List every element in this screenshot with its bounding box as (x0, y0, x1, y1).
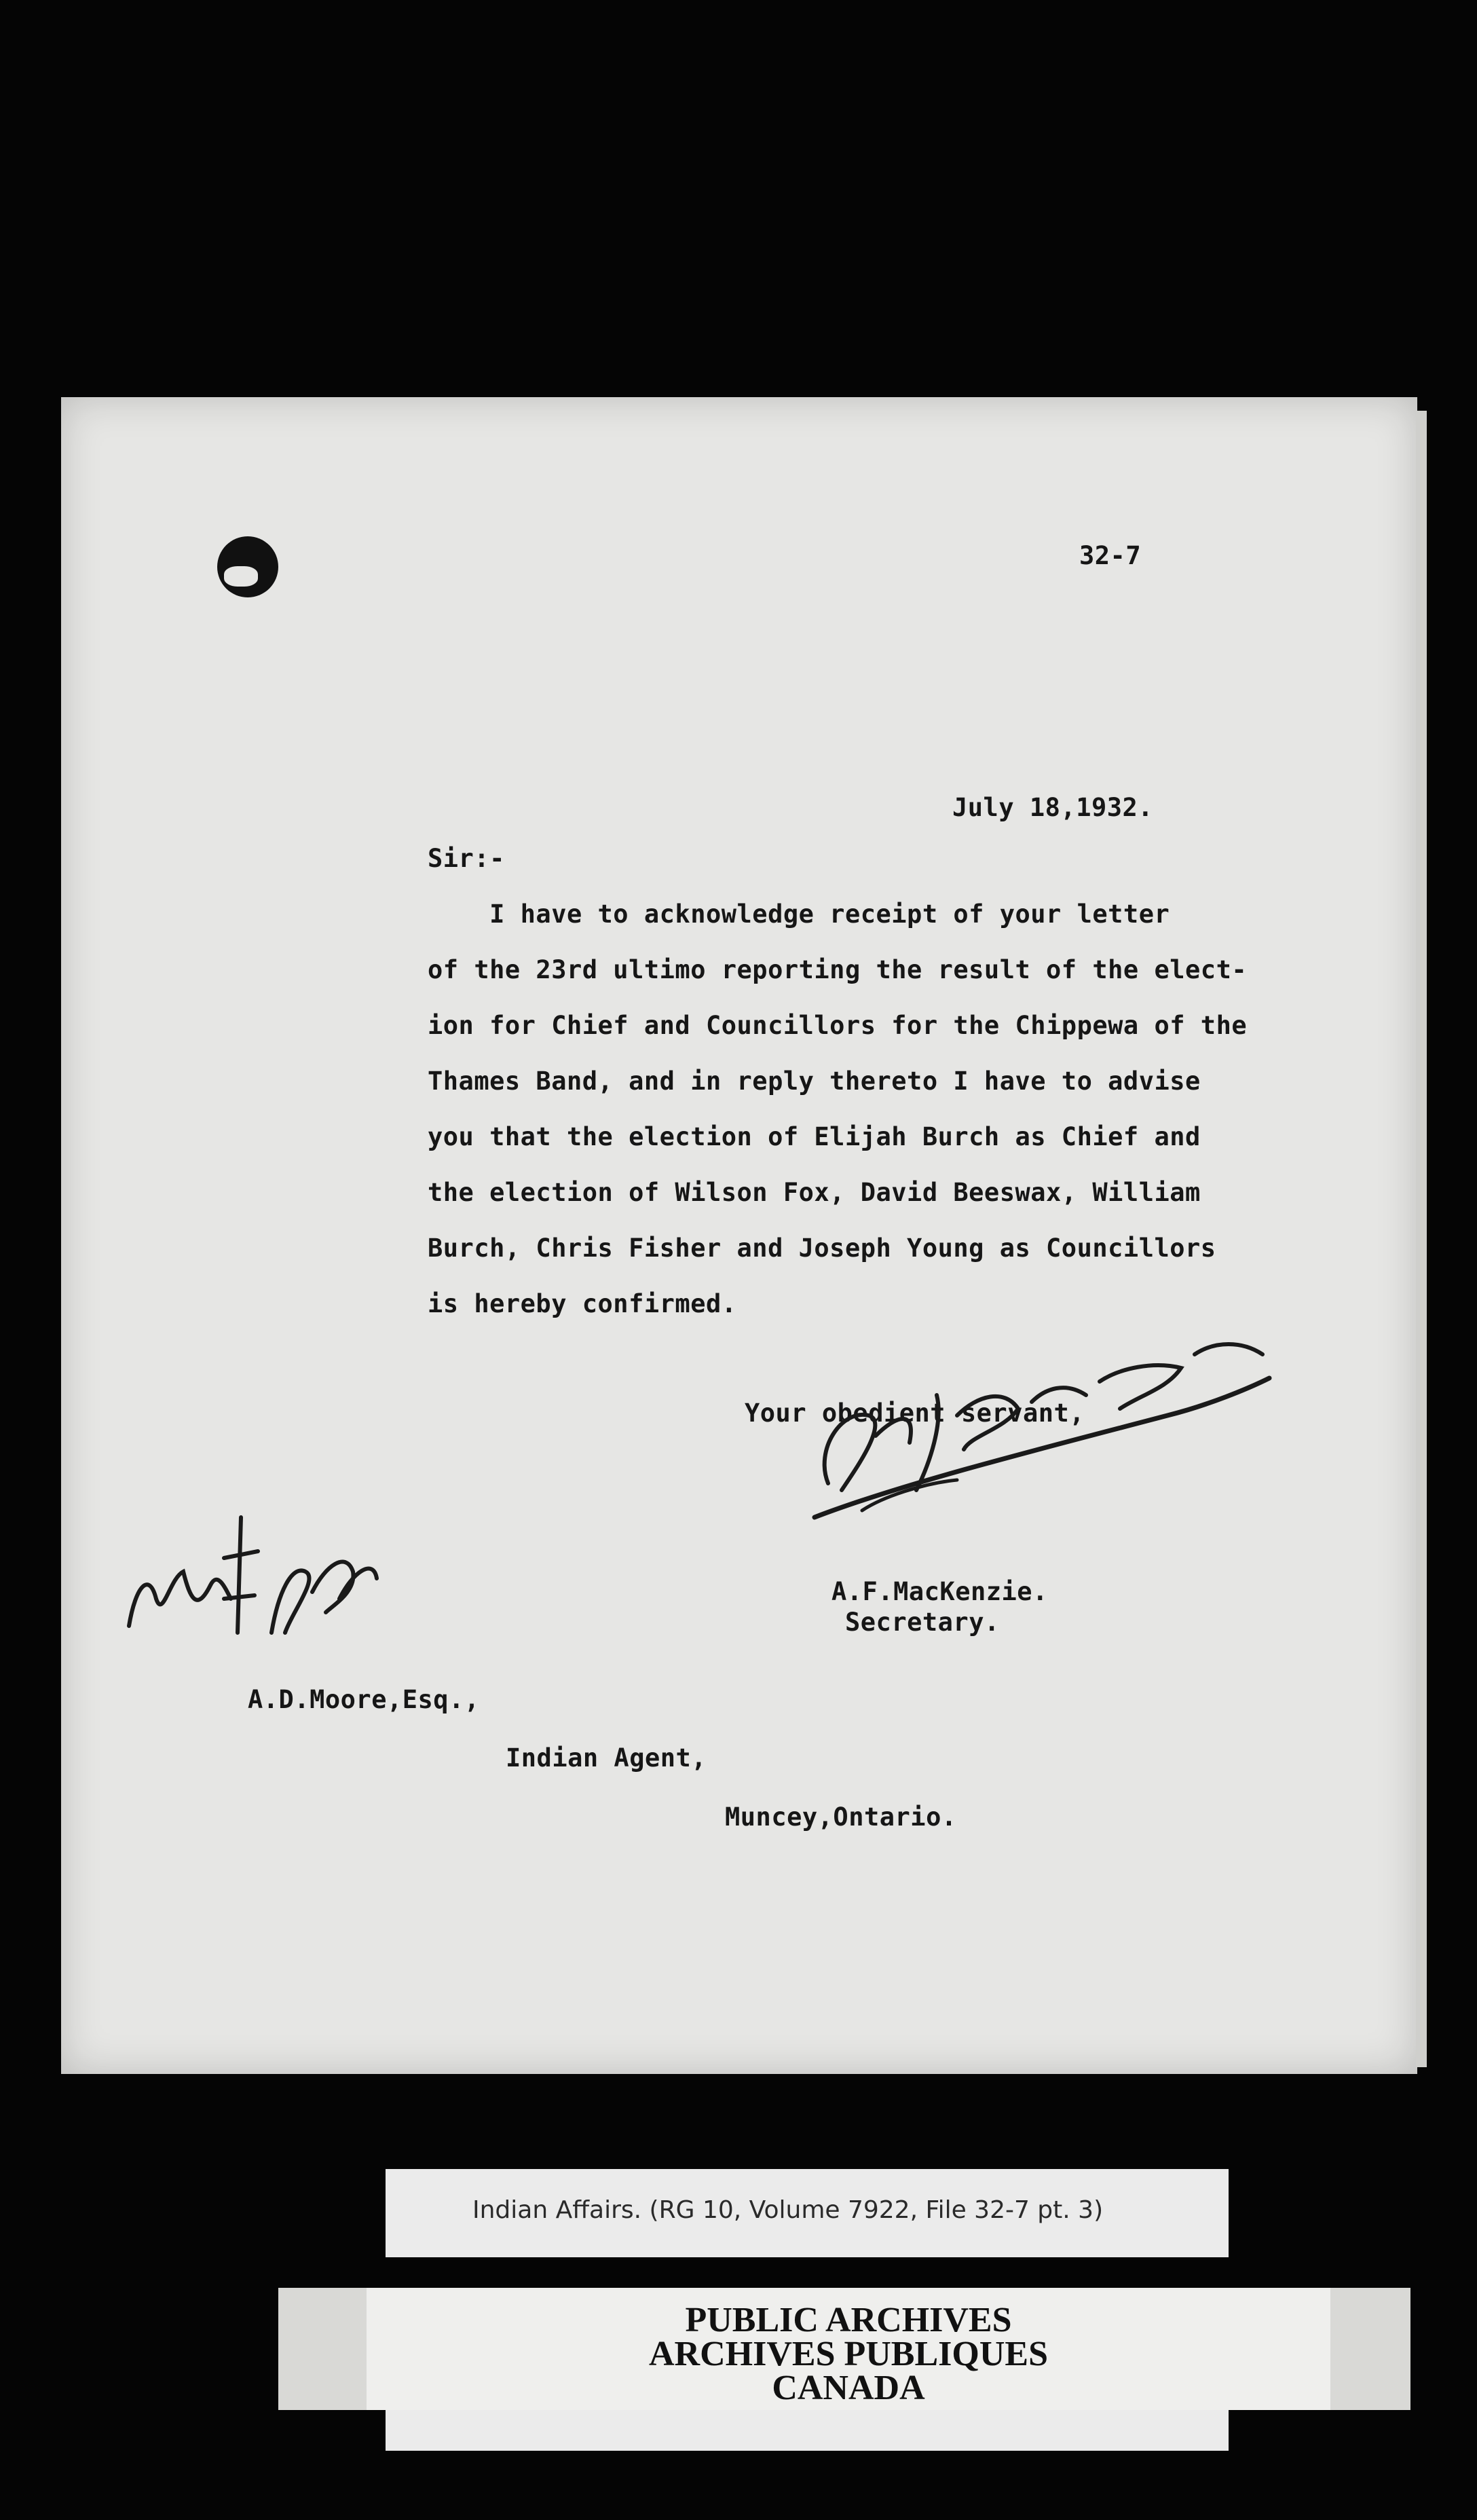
body-line-1: I have to acknowledge receipt of your letter (428, 900, 1170, 929)
salutation: Sir:- (428, 844, 505, 873)
handwritten-initials (122, 1497, 380, 1660)
stamp-line-french: ARCHIVES PUBLIQUES (648, 2335, 1049, 2373)
archive-stamp (367, 2288, 1330, 2410)
body-line-2: of the 23rd ultimo reporting the result of the elect- (428, 955, 1248, 984)
recipient-title: Indian Agent, (506, 1743, 707, 1773)
archive-card-lower (386, 2410, 1229, 2451)
body-line-5: you that the election of Elijah Burch as Chief and (428, 1122, 1201, 1151)
punch-hole (217, 536, 278, 597)
stamp-line-country: CANADA (772, 2369, 925, 2407)
body-line-7: Burch, Chris Fisher and Joseph Young as Councillors (428, 1234, 1216, 1263)
letter-date: July 18,1932. (952, 793, 1154, 822)
signer-title: Secretary. (845, 1608, 1000, 1637)
handwritten-signature (801, 1314, 1276, 1531)
archive-stamp-strip (278, 2288, 1410, 2410)
closing: Your obedient servant, (745, 1398, 1085, 1428)
stamp-line-english: PUBLIC ARCHIVES (685, 2301, 1012, 2339)
body-line-4: Thames Band, and in reply thereto I have to advise (428, 1067, 1201, 1096)
signer-name: A.F.MacKenzie. (831, 1577, 1048, 1606)
file-number: 32-7 (1079, 541, 1142, 570)
recipient-location: Muncey,Ontario. (725, 1802, 957, 1832)
archive-reference-card (386, 2169, 1229, 2257)
body-line-6: the election of Wilson Fox, David Beeswax, William (428, 1178, 1201, 1207)
body-line-8: is hereby confirmed. (428, 1289, 737, 1318)
recipient-name: A.D.Moore,Esq., (248, 1685, 480, 1714)
archive-reference: Indian Affairs. (RG 10, Volume 7922, File 32-7 pt. 3) (472, 2196, 1104, 2224)
body-line-3: ion for Chief and Councillors for the Chippewa of the (428, 1011, 1248, 1040)
letter-page (61, 397, 1417, 2074)
